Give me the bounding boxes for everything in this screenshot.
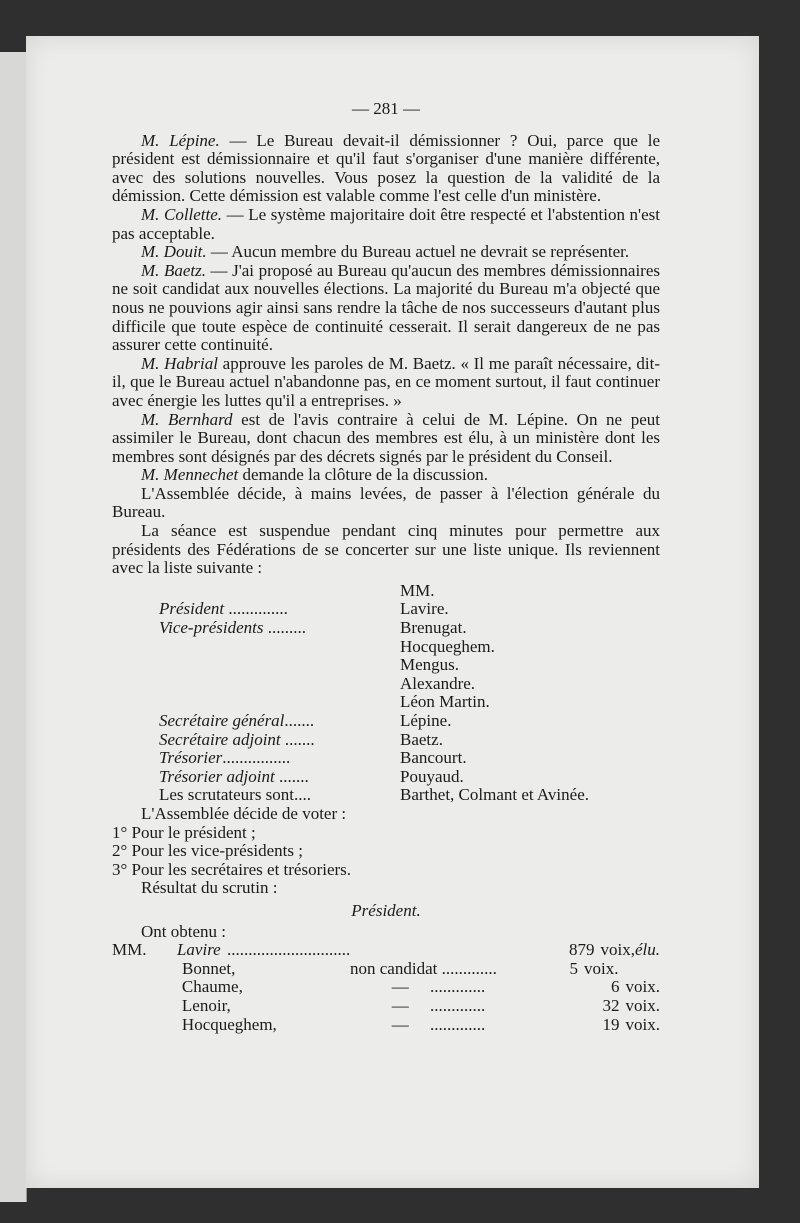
gap: [409, 997, 430, 1015]
paragraph: [112, 522, 660, 578]
speaker-name: M. Mennechet: [141, 465, 239, 485]
role-label: [112, 749, 400, 768]
leader-dots: .............: [437, 959, 497, 978]
role-label: [112, 656, 400, 675]
member-name: Mengus.: [400, 655, 460, 675]
role-label: [112, 786, 400, 805]
role-name: Président: [159, 600, 225, 619]
list-row: [112, 675, 660, 694]
candidate-status: [350, 978, 562, 997]
leader-dots: .......: [284, 712, 315, 730]
gap: [409, 978, 430, 996]
role-name: Secrétaire adjoint: [159, 730, 281, 749]
status-text: —: [391, 978, 409, 997]
result-prefix: [112, 997, 182, 1016]
paragraph: [112, 262, 660, 355]
result-row: [112, 997, 660, 1016]
member-name: Bancourt.: [400, 748, 467, 768]
list-row: [112, 600, 660, 619]
leader-dots: ....: [294, 786, 312, 805]
section-title: Président.: [351, 900, 421, 920]
speaker-name: M. Baetz.: [141, 260, 206, 280]
leader-dots: .............: [430, 996, 486, 1015]
vote-unit: voix.: [625, 977, 660, 997]
role-name: Trésorier: [159, 749, 223, 768]
speaker-name: M. Lépine.: [141, 130, 220, 150]
role-label: [112, 731, 400, 750]
member-name: Léon Martin.: [400, 692, 490, 712]
leader-dots: .........: [263, 619, 306, 638]
paragraph-text: demande la clôture de la discussion.: [238, 465, 488, 485]
page-number: — 281 —: [352, 99, 420, 118]
member-name: Hocqueghem.: [400, 636, 495, 656]
candidate-status: [350, 1016, 562, 1035]
candidate-status: [177, 941, 541, 960]
member-name: Pouyaud.: [400, 766, 464, 786]
paragraph-text: La séance est suspendue pendant cinq minutes pour permettre aux présidents des Fédérations de se concerter sur une liste unique. Ils reviennent avec la liste suivante :: [112, 521, 660, 578]
speaker-name: M. Bernhard: [141, 409, 233, 429]
paragraph-text: est de l'avis contraire à celui de M. Lépine. On ne peut assimiler le Bureau, dont chacun des membres est élu, à un ministère dont les membres sont désignés par des décrets signés par le président du Conseil.: [112, 409, 660, 466]
leader-dots: .............: [430, 978, 486, 997]
role-label: [112, 712, 400, 731]
status-text: —: [391, 996, 409, 1015]
page-text: [112, 100, 660, 1034]
role-label: [112, 675, 400, 694]
paragraphs: [112, 132, 660, 578]
role-label: [112, 768, 400, 787]
result-row: [112, 960, 660, 979]
role-label: [112, 693, 400, 712]
member-name: Lavire.: [400, 599, 449, 619]
leader-dots: .......: [274, 767, 309, 786]
vote-count: 5: [569, 958, 578, 978]
vote-count: 6: [611, 977, 620, 997]
role-label: [112, 600, 400, 619]
result-prefix: [112, 1016, 182, 1035]
vote-step: 3° Pour les secrétaires et trésoriers.: [112, 859, 352, 879]
list-row: [112, 656, 660, 675]
candidate-list: [112, 600, 660, 805]
candidate-name: Hocqueghem,: [181, 1015, 277, 1034]
paragraph-text: — Le Bureau devait-il démissionner ? Oui, parce que le président est démissionnaire et qu'il faut s'organiser d'une manière différente, avec des solutions nouvelles. Vous posez la question de la validité de la démission. Cette démission est valable comme l'est celle d'un ministère.: [112, 130, 660, 206]
role-name: Vice-présidents: [159, 619, 264, 638]
candidate-status: [350, 960, 520, 979]
member-name: Baetz.: [400, 729, 443, 749]
gap: [409, 1016, 430, 1034]
result-prefix: [112, 960, 182, 979]
result-row: [112, 1016, 660, 1035]
member-name: Brenugat.: [400, 618, 467, 638]
paragraph: [112, 485, 660, 522]
leader-dots: ..............: [224, 600, 288, 619]
vote-unit: voix.: [625, 995, 660, 1015]
results-table: [112, 941, 660, 1034]
paragraph-text: — Aucun membre du Bureau actuel ne devrait se représenter.: [206, 242, 630, 262]
elected-note: élu.: [634, 940, 660, 960]
vote-step: 1° Pour le président ;: [112, 822, 256, 842]
leader-dots: .............................: [226, 941, 351, 960]
result-row: MM. Lavire ............................. 879 voix, élu.: [112, 940, 660, 960]
list-row: [112, 786, 660, 805]
status-text: —: [391, 1015, 409, 1034]
vote-step: 2° Pour les vice-présidents ;: [112, 841, 303, 861]
paragraph: [112, 206, 660, 243]
list-header: MM.: [400, 580, 435, 600]
paragraph: [112, 411, 660, 467]
result-row: [112, 978, 660, 997]
result-prefix: [112, 978, 182, 997]
paragraph-text: approuve les paroles de M. Baetz. « Il me paraît nécessaire, dit-il, que le Bureau actuel n'abandonne pas, en ce moment surtout, il faut continuer avec énergie les luttes qu'il a entreprises. »: [112, 353, 660, 410]
candidate-name: Bonnet,: [182, 959, 236, 978]
vote-unit: voix,: [600, 940, 635, 960]
member-name: Alexandre.: [400, 673, 476, 693]
vote-count: 19: [602, 1014, 620, 1034]
facing-page-edge: [0, 52, 27, 1202]
leader-dots: .......: [280, 730, 315, 749]
paragraph: [112, 243, 660, 262]
list-row: [112, 638, 660, 657]
list-row: [112, 619, 660, 638]
vote-unit: voix.: [625, 1014, 660, 1034]
vote-unit: voix.: [584, 958, 619, 978]
result-label: Résultat du scrutin :: [141, 878, 278, 898]
paragraph-text: L'Assemblée décide, à mains levées, de passer à l'élection générale du Bureau.: [112, 483, 660, 522]
obtained-label: Ont obtenu :: [141, 921, 226, 941]
paragraph-text: — Le système majoritaire doit être respecté et l'abstention n'est pas acceptable.: [112, 204, 660, 243]
list-row: [112, 712, 660, 731]
speaker-name: M. Collette.: [141, 204, 223, 224]
list-row: [112, 749, 660, 768]
vote-count: 32: [602, 995, 620, 1015]
paragraph: [112, 132, 660, 206]
paragraph: [112, 355, 660, 411]
role-name: Trésorier adjoint: [159, 767, 275, 786]
candidate-status: [350, 997, 562, 1016]
list-row: [112, 768, 660, 787]
candidate-name: Lenoir,: [181, 996, 231, 1015]
list-row: [112, 731, 660, 750]
vote-intro: L'Assemblée décide de voter :: [141, 803, 347, 823]
role-label: [112, 638, 400, 657]
leader-dots: .............: [430, 1015, 486, 1034]
speaker-name: M. Douit.: [141, 242, 207, 262]
status-text: non candidat: [350, 959, 438, 978]
role-label: [112, 619, 400, 638]
speaker-name: M. Habrial: [141, 353, 218, 373]
vote-steps: [112, 824, 660, 880]
paragraph-text: — J'ai proposé au Bureau qu'aucun des membres démissionnaires ne soit candidat aux nouvelles élections. La majorité du Bureau m'a objecté que nous ne pouvions agir ainsi sans rendre la tâche de nos successeurs d'autant plus difficile que toute espèce de continuité cesserait. Il serait dangereux de ne pas assurer cette continuité.: [112, 260, 660, 355]
role-name: Les scrutateurs sont: [159, 786, 295, 805]
leader-dots: ................: [222, 749, 291, 768]
member-name: Barthet, Colmant et Avinée.: [400, 785, 590, 805]
candidate-name: Chaume,: [181, 978, 243, 997]
member-name: Lépine.: [400, 711, 452, 730]
paragraph: [112, 466, 660, 485]
list-row: [112, 693, 660, 712]
vote-count: 879: [568, 940, 595, 960]
result-prefix: MM.: [112, 940, 147, 960]
role-name: Secrétaire général: [159, 712, 285, 730]
